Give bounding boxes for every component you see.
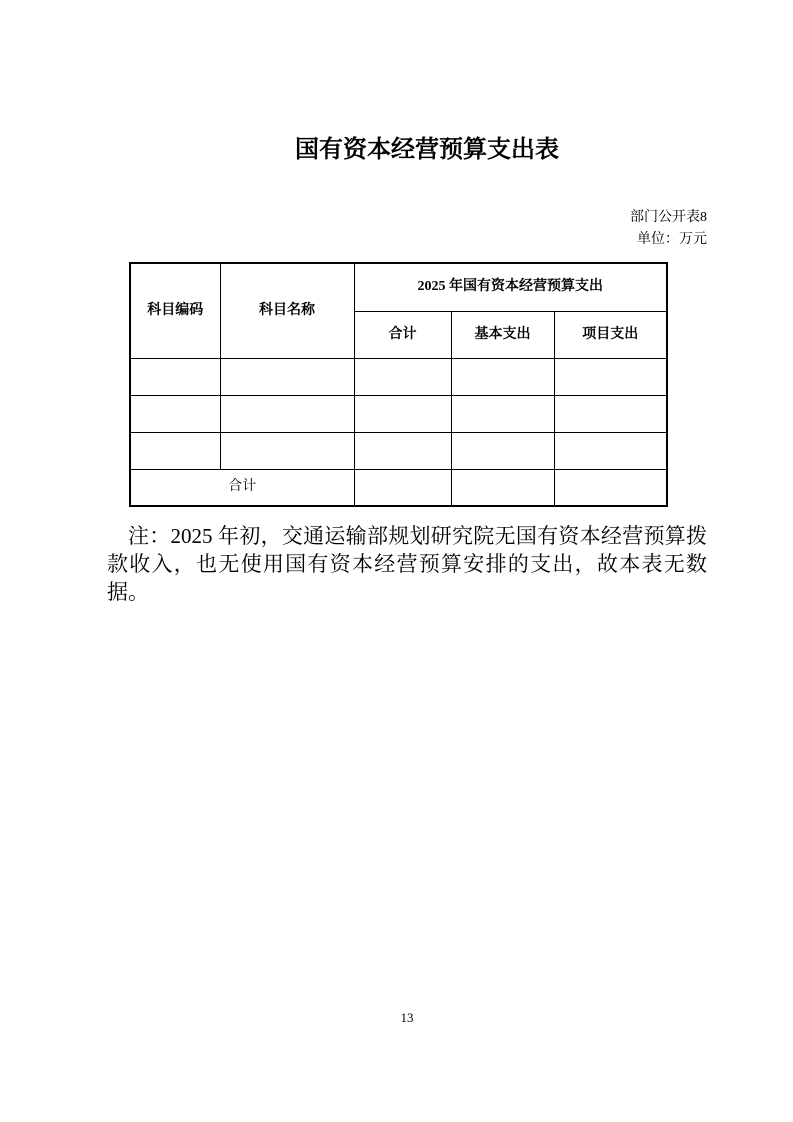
empty-cell bbox=[354, 469, 451, 506]
empty-cell bbox=[451, 432, 554, 469]
page-title: 国有资本经营预算支出表 bbox=[295, 136, 559, 163]
table-row bbox=[130, 432, 667, 469]
empty-cell bbox=[451, 358, 554, 395]
table-ref-label: 部门公开表8 bbox=[630, 210, 707, 225]
budget-expenditure-table bbox=[129, 262, 668, 507]
empty-cell bbox=[354, 395, 451, 432]
table-row bbox=[130, 358, 667, 395]
content-column bbox=[107, 0, 707, 606]
header-row-top bbox=[130, 263, 667, 311]
table-body bbox=[130, 358, 667, 506]
empty-cell bbox=[220, 358, 354, 395]
empty-cell bbox=[130, 358, 220, 395]
empty-cell bbox=[354, 432, 451, 469]
empty-cell bbox=[220, 395, 354, 432]
header-project-expenditure: 项目支出 bbox=[554, 311, 667, 358]
empty-cell bbox=[554, 469, 667, 506]
header-total: 合计 bbox=[354, 311, 451, 358]
header-budget-group: 2025 年国有资本经营预算支出 bbox=[354, 263, 667, 311]
header-subject-name: 科目名称 bbox=[220, 263, 354, 358]
table-row bbox=[130, 395, 667, 432]
empty-cell bbox=[130, 432, 220, 469]
empty-cell bbox=[220, 432, 354, 469]
empty-cell bbox=[554, 395, 667, 432]
total-row-label: 合计 bbox=[130, 469, 354, 506]
empty-cell bbox=[354, 358, 451, 395]
empty-cell bbox=[451, 469, 554, 506]
empty-cell bbox=[451, 395, 554, 432]
header-subject-code: 科目编码 bbox=[130, 263, 220, 358]
empty-cell bbox=[130, 395, 220, 432]
empty-cell bbox=[554, 358, 667, 395]
table-header bbox=[130, 263, 667, 358]
unit-label: 单位：万元 bbox=[637, 232, 707, 247]
table-meta bbox=[107, 207, 707, 251]
page-number: 13 bbox=[400, 1010, 414, 1025]
note-text: 注：2025 年初，交通运输部规划研究院无国有资本经营预算拨款收入，也无使用国有资本经营预算安排的支出，故本表无数据。 bbox=[107, 524, 707, 604]
empty-cell bbox=[554, 432, 667, 469]
header-basic-expenditure: 基本支出 bbox=[451, 311, 554, 358]
total-row bbox=[130, 469, 667, 506]
